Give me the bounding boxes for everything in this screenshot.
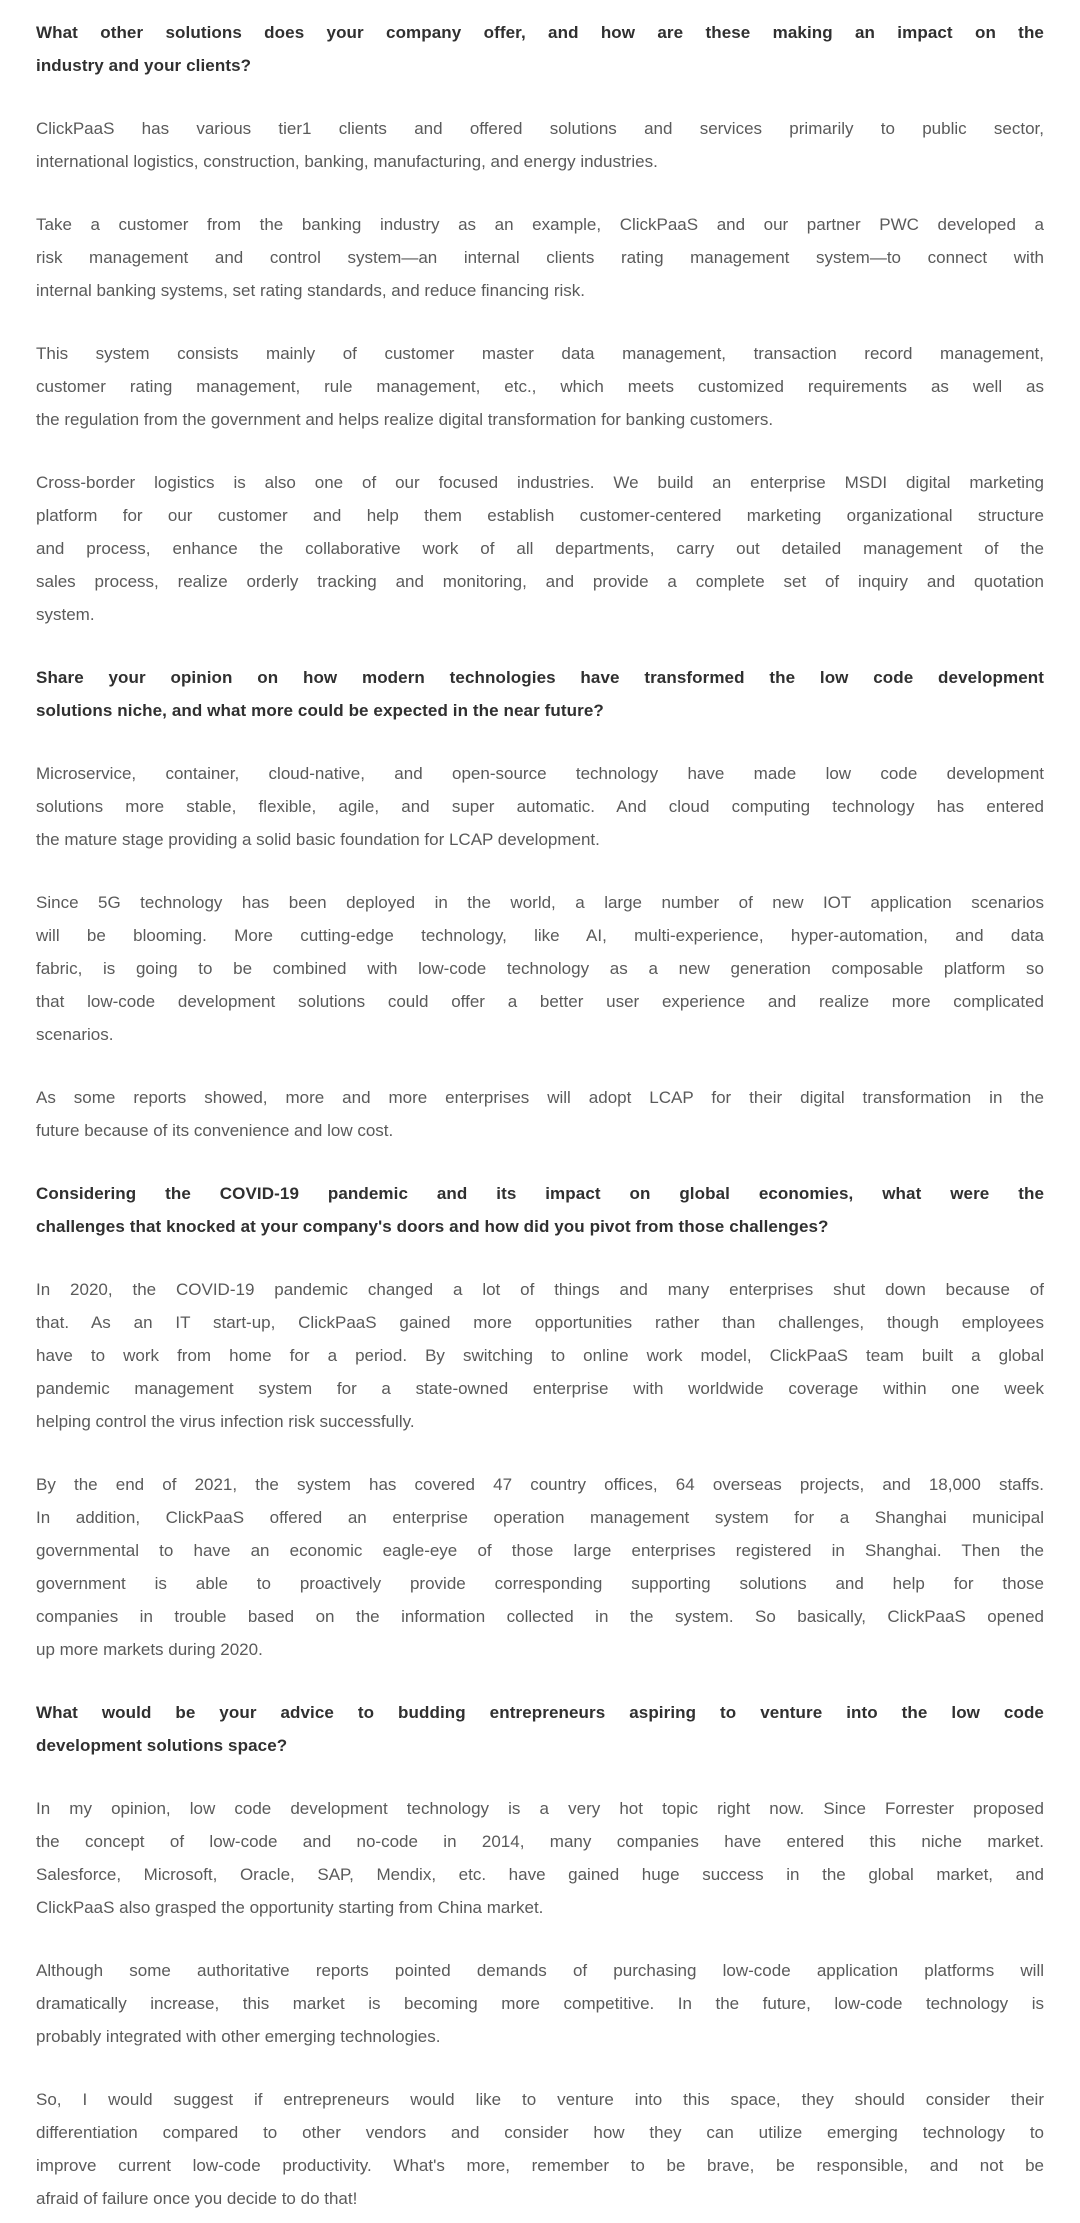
text-line: internal banking systems, set rating standards, and reduce financing risk. bbox=[36, 281, 586, 300]
text-line: will be blooming. More cutting-edge technology, like AI, multi-experience, hyper-automation, and data bbox=[36, 926, 1044, 945]
interview-answer-paragraph bbox=[36, 112, 1044, 178]
text-line: and process, enhance the collaborative work of all departments, carry out detailed management of the bbox=[36, 539, 1044, 558]
text-line: Considering the COVID-19 pandemic and its impact on global economies, what were the bbox=[36, 1184, 1044, 1203]
text-line: international logistics, construction, banking, manufacturing, and energy industries. bbox=[36, 152, 658, 171]
interview-answer-paragraph bbox=[36, 886, 1044, 1051]
text-line: ClickPaaS has various tier1 clients and offered solutions and services primarily to public sector, bbox=[36, 119, 1044, 138]
text-line: future because of its convenience and low cost. bbox=[36, 1121, 394, 1140]
text-line: scenarios. bbox=[36, 1025, 114, 1044]
text-line: helping control the virus infection risk successfully. bbox=[36, 1412, 415, 1431]
text-line: risk management and control system—an internal clients rating management system—to connect with bbox=[36, 248, 1044, 267]
text-line: Although some authoritative reports pointed demands of purchasing low-code application platforms will bbox=[36, 1961, 1044, 1980]
interview-answer-paragraph bbox=[36, 466, 1044, 631]
interview-answer-paragraph bbox=[36, 1954, 1044, 2053]
text-line: By the end of 2021, the system has covered 47 country offices, 64 overseas projects, and 18,000 staffs. bbox=[36, 1475, 1044, 1494]
text-line: have to work from home for a period. By switching to online work model, ClickPaaS team built a global bbox=[36, 1346, 1044, 1365]
interview-question bbox=[36, 1696, 1044, 1762]
text-line: differentiation compared to other vendors and consider how they can utilize emerging technology to bbox=[36, 2123, 1044, 2142]
text-line: In addition, ClickPaaS offered an enterprise operation management system for a Shanghai municipal bbox=[36, 1508, 1044, 1527]
text-line: development solutions space? bbox=[36, 1736, 288, 1755]
text-line: solutions niche, and what more could be expected in the near future? bbox=[36, 701, 604, 720]
text-line: Share your opinion on how modern technologies have transformed the low code development bbox=[36, 668, 1044, 687]
text-line: the regulation from the government and helps realize digital transformation for banking customers. bbox=[36, 410, 774, 429]
text-line: government is able to proactively provide corresponding supporting solutions and help for those bbox=[36, 1574, 1044, 1593]
text-line: Cross-border logistics is also one of our focused industries. We build an enterprise MSDI digital marketing bbox=[36, 473, 1044, 492]
text-line: up more markets during 2020. bbox=[36, 1640, 263, 1659]
text-line: sales process, realize orderly tracking and monitoring, and provide a complete set of inquiry and quotation bbox=[36, 572, 1044, 591]
interview-answer-paragraph bbox=[36, 337, 1044, 436]
text-line: afraid of failure once you decide to do that! bbox=[36, 2189, 358, 2208]
interview-answer-paragraph bbox=[36, 1081, 1044, 1147]
text-line: This system consists mainly of customer master data management, transaction record management, bbox=[36, 344, 1044, 363]
interview-answer-paragraph bbox=[36, 1468, 1044, 1666]
text-line: that low-code development solutions could offer a better user experience and realize more complicated bbox=[36, 992, 1044, 1011]
text-line: In my opinion, low code development technology is a very hot topic right now. Since Forrester proposed bbox=[36, 1799, 1044, 1818]
text-line: As some reports showed, more and more enterprises will adopt LCAP for their digital transformation in the bbox=[36, 1088, 1044, 1107]
text-line: Salesforce, Microsoft, Oracle, SAP, Mendix, etc. have gained huge success in the global market, and bbox=[36, 1865, 1044, 1884]
article-body bbox=[36, 16, 1044, 2215]
text-line: challenges that knocked at your company's doors and how did you pivot from those challenges? bbox=[36, 1217, 829, 1236]
text-line: Since 5G technology has been deployed in the world, a large number of new IOT application scenarios bbox=[36, 893, 1044, 912]
text-line: customer rating management, rule management, etc., which meets customized requirements as well as bbox=[36, 377, 1044, 396]
text-line: companies in trouble based on the information collected in the system. So basically, ClickPaaS opened bbox=[36, 1607, 1044, 1626]
text-line: probably integrated with other emerging technologies. bbox=[36, 2027, 441, 2046]
interview-answer-paragraph bbox=[36, 757, 1044, 856]
text-line: solutions more stable, flexible, agile, and super automatic. And cloud computing technology has entered bbox=[36, 797, 1044, 816]
interview-question bbox=[36, 1177, 1044, 1243]
text-line: platform for our customer and help them establish customer-centered marketing organizational structure bbox=[36, 506, 1044, 525]
text-line: dramatically increase, this market is becoming more competitive. In the future, low-code technology is bbox=[36, 1994, 1044, 2013]
interview-answer-paragraph bbox=[36, 1273, 1044, 1438]
text-line: industry and your clients? bbox=[36, 56, 252, 75]
interview-answer-paragraph bbox=[36, 208, 1044, 307]
interview-answer-paragraph bbox=[36, 2083, 1044, 2215]
text-line: In 2020, the COVID-19 pandemic changed a lot of things and many enterprises shut down because of bbox=[36, 1280, 1044, 1299]
interview-question bbox=[36, 661, 1044, 727]
text-line: pandemic management system for a state-owned enterprise with worldwide coverage within one week bbox=[36, 1379, 1044, 1398]
text-line: improve current low-code productivity. What's more, remember to be brave, be responsible, and not be bbox=[36, 2156, 1044, 2175]
text-line: the concept of low-code and no-code in 2014, many companies have entered this niche market. bbox=[36, 1832, 1044, 1851]
text-line: fabric, is going to be combined with low-code technology as a new generation composable platform so bbox=[36, 959, 1044, 978]
text-line: What other solutions does your company offer, and how are these making an impact on the bbox=[36, 23, 1044, 42]
interview-question bbox=[36, 16, 1044, 82]
text-line: system. bbox=[36, 605, 95, 624]
text-line: So, I would suggest if entrepreneurs would like to venture into this space, they should consider their bbox=[36, 2090, 1044, 2109]
text-line: the mature stage providing a solid basic foundation for LCAP development. bbox=[36, 830, 600, 849]
text-line: that. As an IT start-up, ClickPaaS gained more opportunities rather than challenges, though employees bbox=[36, 1313, 1044, 1332]
text-line: What would be your advice to budding entrepreneurs aspiring to venture into the low code bbox=[36, 1703, 1044, 1722]
text-line: Take a customer from the banking industry as an example, ClickPaaS and our partner PWC developed a bbox=[36, 215, 1044, 234]
text-line: governmental to have an economic eagle-eye of those large enterprises registered in Shanghai. Then the bbox=[36, 1541, 1044, 1560]
text-line: Microservice, container, cloud-native, and open-source technology have made low code development bbox=[36, 764, 1044, 783]
text-line: ClickPaaS also grasped the opportunity starting from China market. bbox=[36, 1898, 544, 1917]
interview-answer-paragraph bbox=[36, 1792, 1044, 1924]
